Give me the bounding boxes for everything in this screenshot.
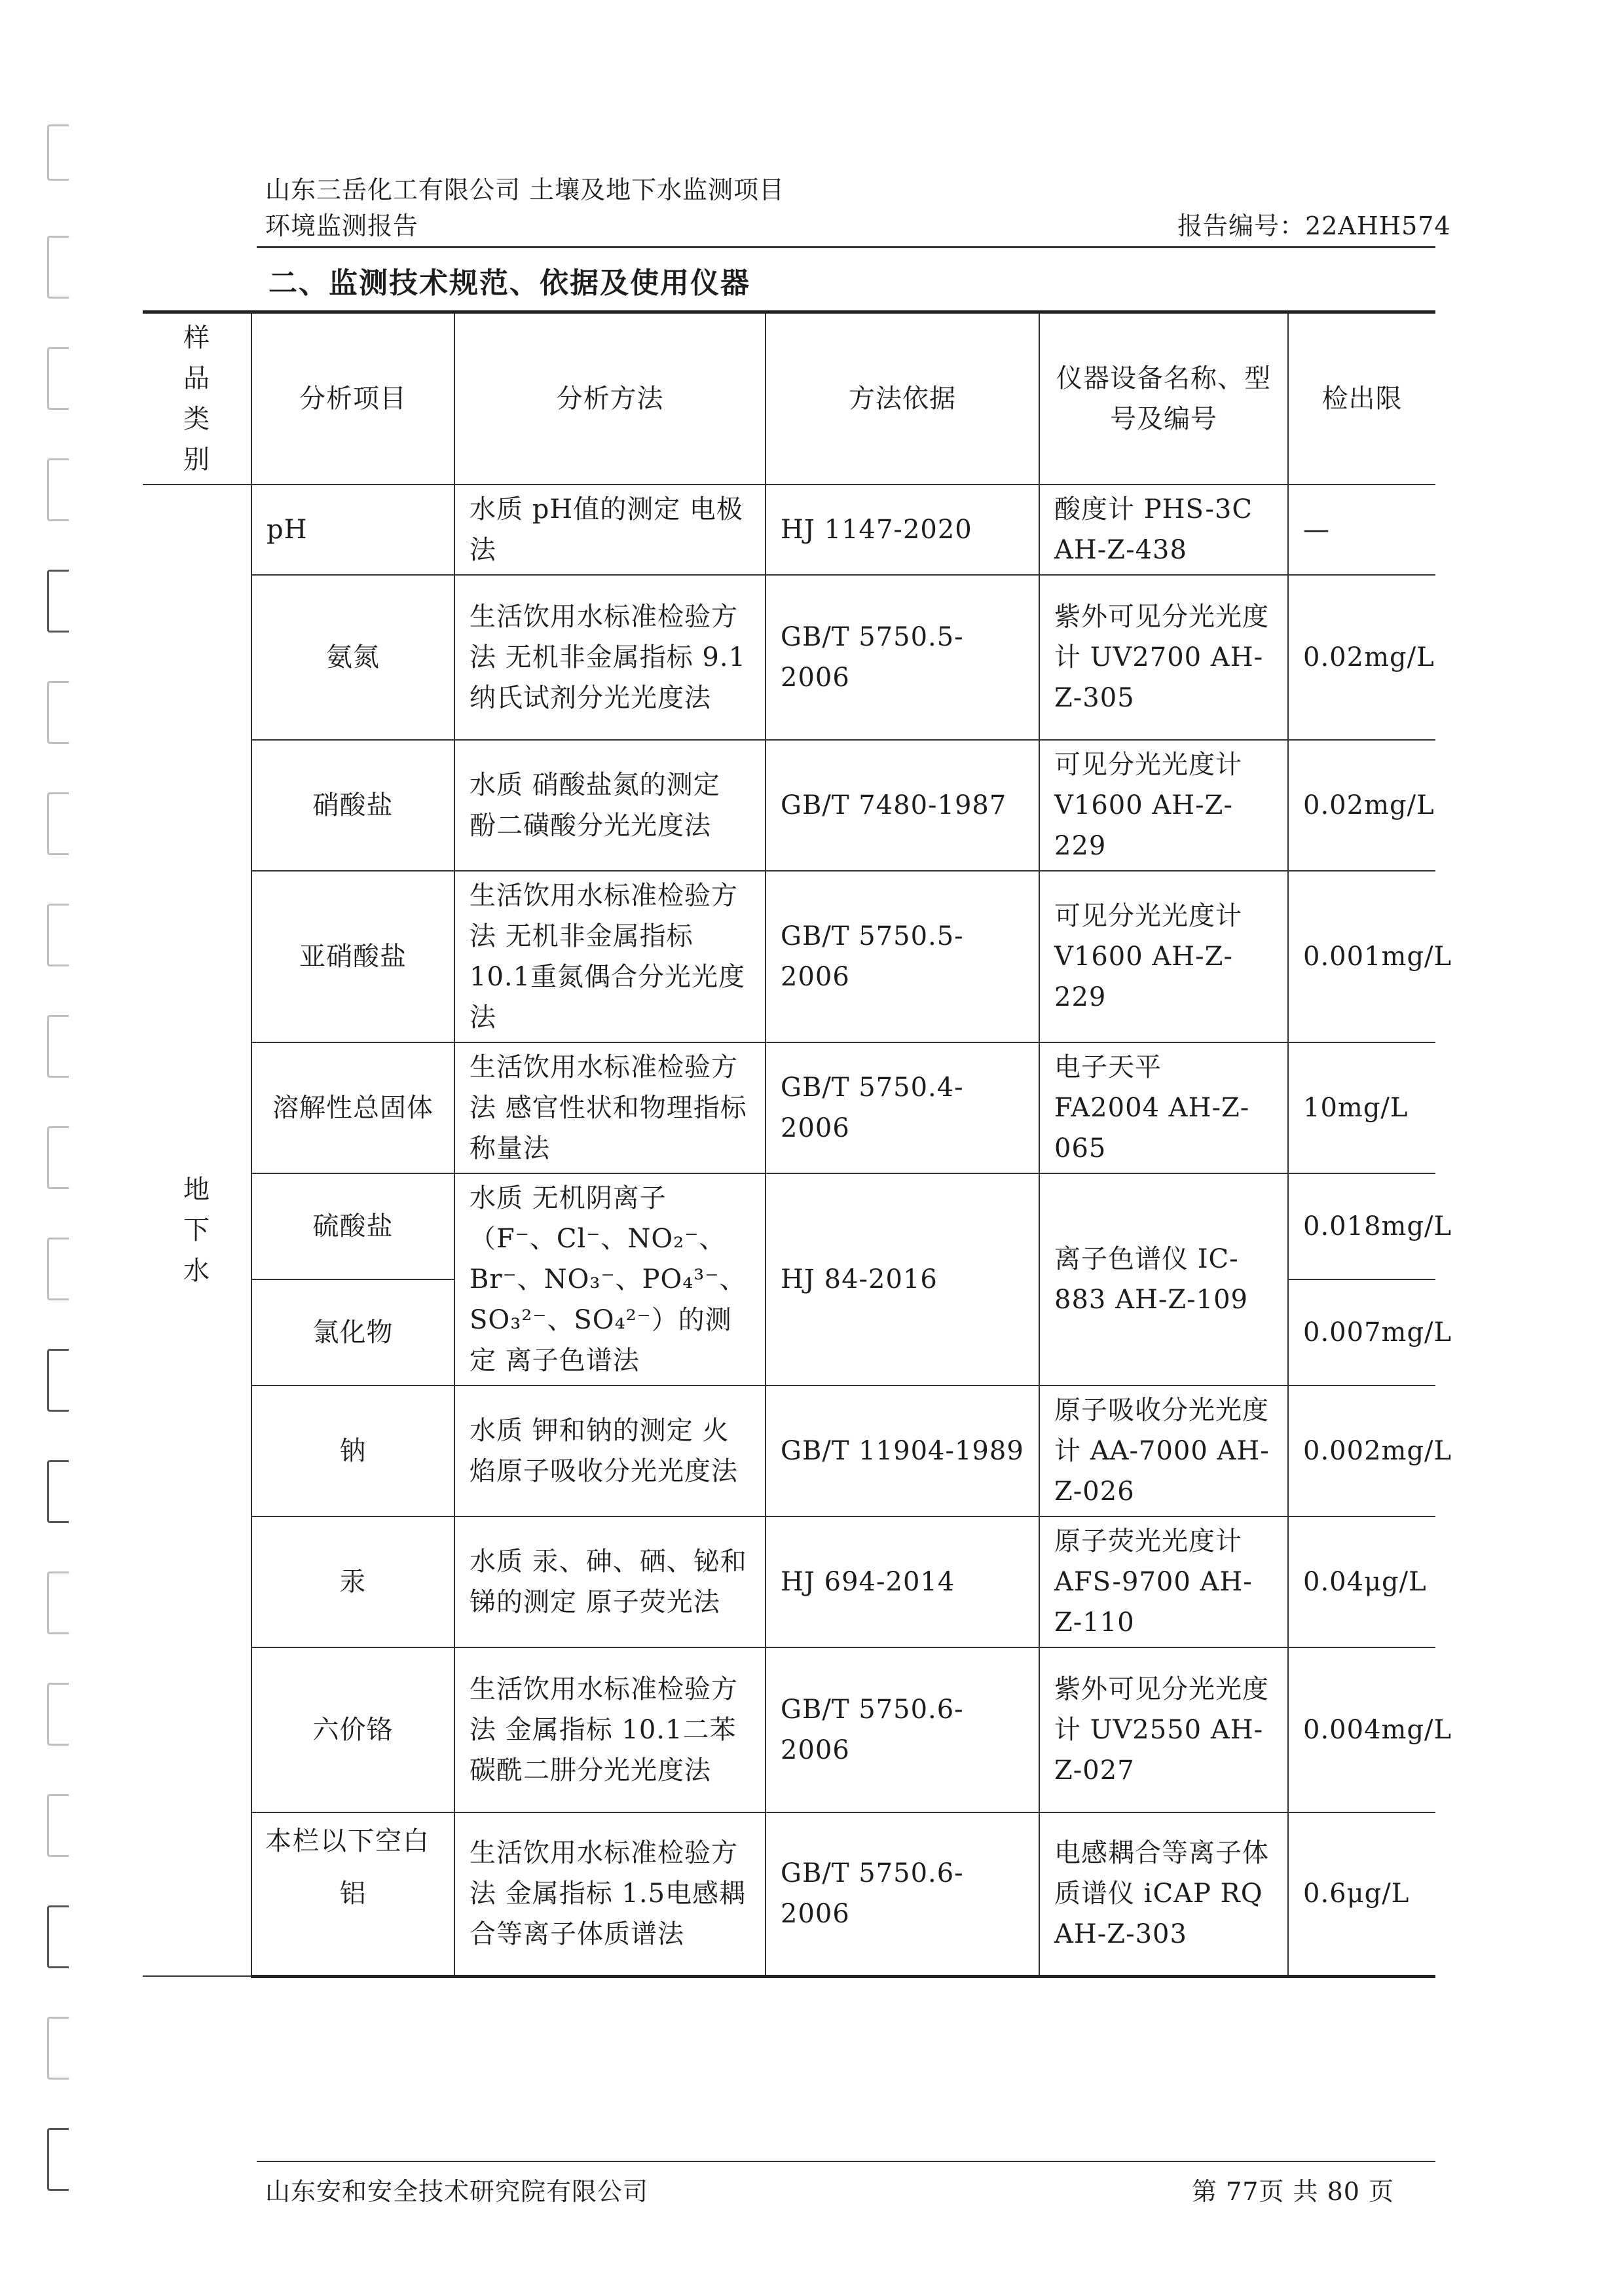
method-basis: GB/T 11904-1989 bbox=[766, 1386, 1039, 1516]
binder-mark bbox=[47, 681, 69, 744]
binder-mark bbox=[47, 347, 69, 410]
analysis-item: 溶解性总固体 bbox=[251, 1042, 454, 1173]
binder-mark bbox=[47, 1349, 69, 1412]
detection-limit: 0.004mg/L bbox=[1288, 1647, 1435, 1812]
instrument: 紫外可见分光光度计 UV2550 AH-Z-027 bbox=[1039, 1647, 1288, 1812]
detection-limit: 0.002mg/L bbox=[1288, 1386, 1435, 1516]
method-basis: GB/T 5750.6-2006 bbox=[766, 1812, 1039, 1976]
table-row bbox=[143, 1386, 1435, 1516]
analysis-item: 氨氮 bbox=[251, 575, 454, 740]
binder-mark bbox=[47, 2128, 69, 2191]
header-analysis-method: 分析方法 bbox=[454, 312, 766, 485]
instrument: 可见分光光度计 V1600 AH-Z-229 bbox=[1039, 871, 1288, 1042]
detection-limit: 0.007mg/L bbox=[1288, 1279, 1435, 1386]
analysis-item: 氯化物 bbox=[251, 1279, 454, 1386]
table-header-row bbox=[143, 312, 1435, 485]
binder-mark bbox=[47, 1683, 69, 1746]
table-row bbox=[143, 871, 1435, 1042]
sample-category-cell: 地 下 水 bbox=[143, 485, 251, 1976]
binder-mark bbox=[47, 1238, 69, 1300]
detection-limit: 10mg/L bbox=[1288, 1042, 1435, 1173]
blank-below-note: 本栏以下空白 bbox=[265, 1826, 430, 1856]
detection-limit: 0.02mg/L bbox=[1288, 575, 1435, 740]
analysis-method: 生活饮用水标准检验方法 金属指标 10.1二苯碳酰二肼分光光度法 bbox=[454, 1647, 766, 1812]
method-basis: HJ 84-2016 bbox=[766, 1173, 1039, 1386]
analysis-item: 硫酸盐 bbox=[251, 1173, 454, 1279]
detection-limit: 0.04μg/L bbox=[1288, 1516, 1435, 1647]
method-basis: GB/T 5750.6-2006 bbox=[766, 1647, 1039, 1812]
detection-limit: 0.001mg/L bbox=[1288, 871, 1435, 1042]
analysis-method: 水质 pH值的测定 电极法 bbox=[454, 485, 766, 575]
method-basis: GB/T 7480-1987 bbox=[766, 740, 1039, 871]
binder-mark bbox=[47, 1015, 69, 1078]
analysis-item: 亚硝酸盐 bbox=[251, 871, 454, 1042]
table-row bbox=[143, 575, 1435, 740]
analysis-method: 生活饮用水标准检验方法 金属指标 1.5电感耦合等离子体质谱法 bbox=[454, 1812, 766, 1976]
method-basis: GB/T 5750.5-2006 bbox=[766, 871, 1039, 1042]
analysis-method: 水质 硝酸盐氮的测定 酚二磺酸分光光度法 bbox=[454, 740, 766, 871]
analysis-item: 硝酸盐 bbox=[251, 740, 454, 871]
binder-mark bbox=[47, 1571, 69, 1634]
header-sample-category: 样品类别 bbox=[143, 312, 251, 485]
header-rule bbox=[257, 246, 1435, 248]
analysis-item: 汞 bbox=[251, 1516, 454, 1647]
instrument: 酸度计 PHS-3C AH-Z-438 bbox=[1039, 485, 1288, 575]
instrument: 紫外可见分光光度计 UV2700 AH-Z-305 bbox=[1039, 575, 1288, 740]
binder-mark bbox=[47, 570, 69, 633]
binder-mark bbox=[47, 124, 69, 181]
instrument: 原子吸收分光光度计 AA-7000 AH-Z-026 bbox=[1039, 1386, 1288, 1516]
header-method-basis: 方法依据 bbox=[766, 312, 1039, 485]
binder-mark bbox=[47, 1460, 69, 1523]
instrument: 可见分光光度计 V1600 AH-Z-229 bbox=[1039, 740, 1288, 871]
analysis-method: 水质 汞、砷、硒、铋和锑的测定 原子荧光法 bbox=[454, 1516, 766, 1647]
instrument: 电感耦合等离子体质谱仪 iCAP RQ AH-Z-303 bbox=[1039, 1812, 1288, 1976]
analysis-item: 钠 bbox=[251, 1386, 454, 1516]
header-detection-limit: 检出限 bbox=[1288, 312, 1435, 485]
instrument: 离子色谱仪 IC-883 AH-Z-109 bbox=[1039, 1173, 1288, 1386]
table-row bbox=[143, 1516, 1435, 1647]
method-basis: HJ 1147-2020 bbox=[766, 485, 1039, 575]
table-row bbox=[143, 1173, 1435, 1279]
footer-institute: 山东安和安全技术研究院有限公司 bbox=[265, 2177, 649, 2206]
header-report-number: 报告编号：22AHH574 bbox=[1177, 211, 1451, 240]
detection-limit: 0.02mg/L bbox=[1288, 740, 1435, 871]
analysis-method: 水质 无机阴离子（F⁻、Cl⁻、NO₂⁻、Br⁻、NO₃⁻、PO₄³⁻、SO₃²⁻、SO₄²⁻）的测定 离子色谱法 bbox=[454, 1173, 766, 1386]
analysis-item: pH bbox=[251, 485, 454, 575]
header-company-project: 山东三岳化工有限公司 土壤及地下水监测项目 bbox=[265, 175, 785, 204]
header-instrument: 仪器设备名称、型号及编号 bbox=[1039, 312, 1288, 485]
analysis-item: 六价铬 bbox=[251, 1647, 454, 1812]
detection-limit: — bbox=[1288, 485, 1435, 575]
binder-mark bbox=[47, 2017, 69, 2080]
table-row bbox=[143, 485, 1435, 575]
binder-mark bbox=[47, 458, 69, 521]
section-title: 二、监测技术规范、依据及使用仪器 bbox=[268, 266, 750, 300]
binder-mark bbox=[47, 236, 69, 299]
analysis-method: 生活饮用水标准检验方法 感官性状和物理指标 称量法 bbox=[454, 1042, 766, 1173]
binder-mark bbox=[47, 792, 69, 855]
analysis-method: 生活饮用水标准检验方法 无机非金属指标 10.1重氮偶合分光光度法 bbox=[454, 871, 766, 1042]
header-analysis-item: 分析项目 bbox=[251, 312, 454, 485]
table-row bbox=[143, 1042, 1435, 1173]
binder-mark bbox=[47, 1794, 69, 1857]
instrument: 电子天平 FA2004 AH-Z-065 bbox=[1039, 1042, 1288, 1173]
method-basis: GB/T 5750.5-2006 bbox=[766, 575, 1039, 740]
binder-mark bbox=[47, 904, 69, 966]
detection-limit: 0.6μg/L bbox=[1288, 1812, 1435, 1976]
footer-rule bbox=[257, 2161, 1435, 2162]
header-report-type: 环境监测报告 bbox=[265, 211, 419, 240]
table-row bbox=[143, 1647, 1435, 1812]
binder-mark bbox=[47, 1905, 69, 1968]
method-basis: HJ 694-2014 bbox=[766, 1516, 1039, 1647]
methods-table bbox=[143, 310, 1452, 1978]
analysis-item: 铝 bbox=[251, 1812, 454, 1976]
table-row bbox=[143, 740, 1435, 871]
footer-page-number: 第 77页 共 80 页 bbox=[1192, 2177, 1395, 2206]
detection-limit: 0.018mg/L bbox=[1288, 1173, 1435, 1279]
binder-mark bbox=[47, 1126, 69, 1189]
analysis-method: 生活饮用水标准检验方法 无机非金属指标 9.1纳氏试剂分光光度法 bbox=[454, 575, 766, 740]
method-basis: GB/T 5750.4-2006 bbox=[766, 1042, 1039, 1173]
instrument: 原子荧光光度计 AFS-9700 AH-Z-110 bbox=[1039, 1516, 1288, 1647]
analysis-method: 水质 钾和钠的测定 火焰原子吸收分光光度法 bbox=[454, 1386, 766, 1516]
